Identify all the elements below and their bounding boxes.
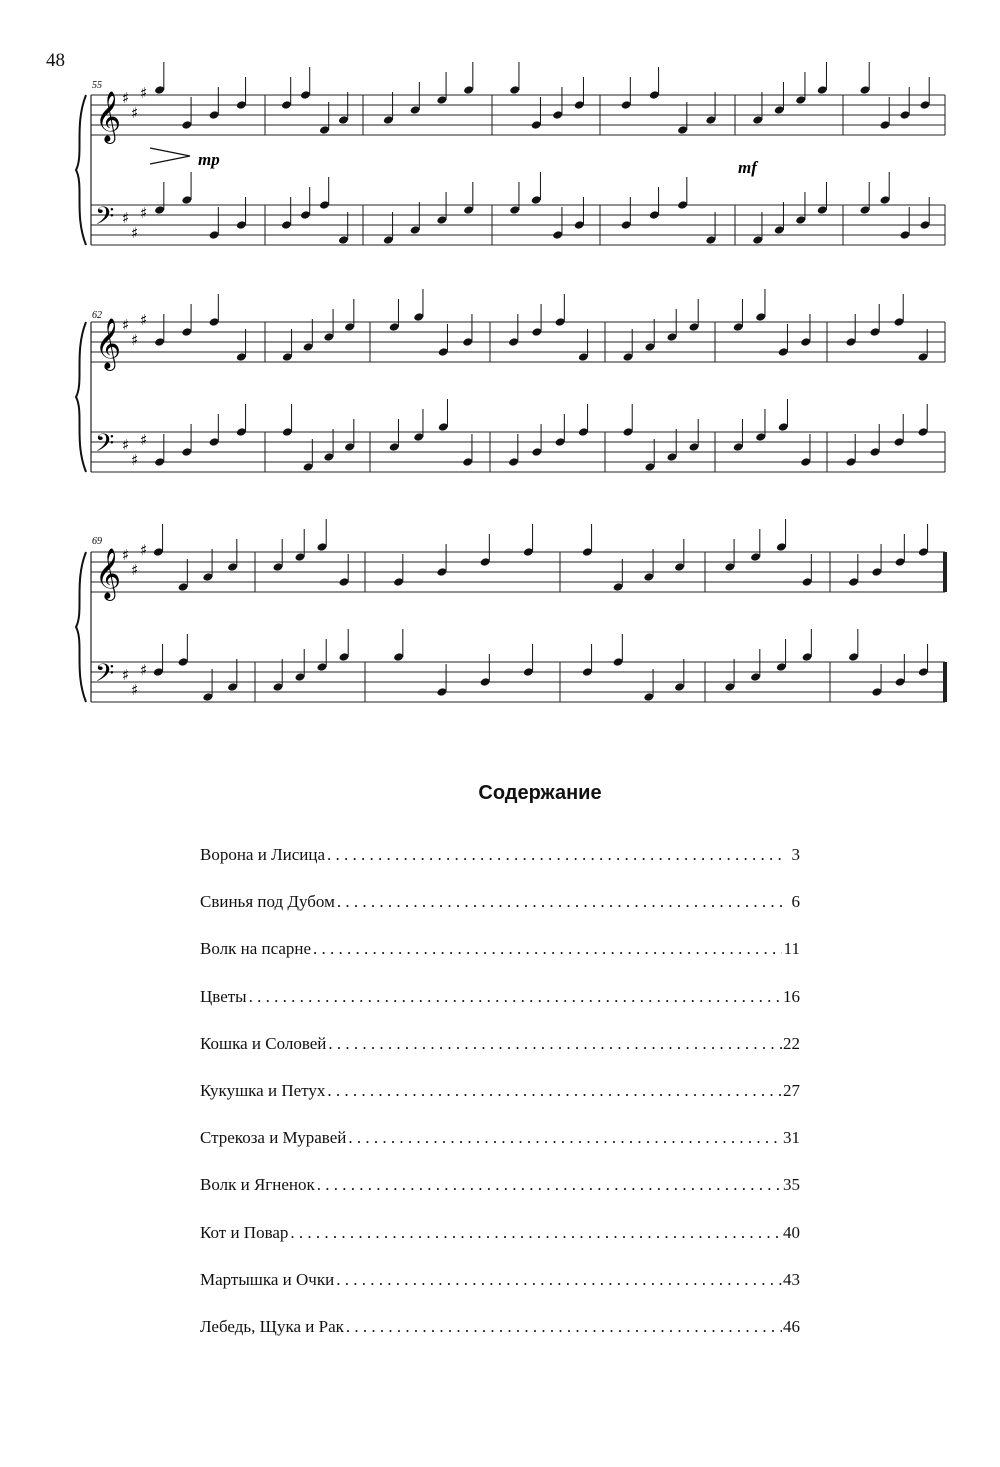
measure-number-system-1: 55	[92, 80, 102, 91]
sharp-icon: ♯	[122, 89, 130, 107]
toc-entry-title: Волк на псарне	[200, 939, 312, 959]
toc-entry-page: 40	[783, 1222, 800, 1242]
measure-number-system-2: 62	[92, 310, 102, 321]
toc-entry[interactable]	[200, 987, 800, 1034]
toc-entry-title: Свинья под Дубом	[200, 892, 335, 912]
dynamic-mf: mf	[738, 158, 757, 177]
toc-entry[interactable]	[200, 939, 800, 986]
sharp-icon: ♯	[140, 541, 148, 559]
page-number: 48	[46, 50, 65, 71]
treble-clef-icon: 𝄞	[95, 318, 122, 369]
toc-entry[interactable]	[200, 892, 800, 939]
sharp-icon: ♯	[131, 561, 139, 579]
toc-leader-dots	[334, 1270, 782, 1290]
brace-icon	[76, 552, 86, 702]
decrescendo-hairpin	[150, 148, 190, 164]
toc-entry-page: 16	[783, 986, 800, 1006]
toc-entry-page: 46	[783, 1316, 800, 1336]
toc-leader-dots	[288, 1223, 782, 1243]
toc-entry-page: 3	[791, 845, 800, 864]
toc-entry-page: 31	[783, 1128, 800, 1148]
toc-entry[interactable]	[200, 1317, 800, 1364]
toc-entry[interactable]	[200, 845, 800, 892]
toc-leader-dots	[325, 1081, 782, 1101]
toc-leader-dots	[325, 845, 782, 865]
toc-entry-page: 6	[791, 892, 800, 912]
toc-entry-title: Мартышка и Очки	[200, 1269, 335, 1289]
bass-clef-icon: 𝄢	[95, 659, 115, 694]
toc-entry[interactable]	[200, 1081, 800, 1128]
sharp-icon: ♯	[122, 436, 130, 454]
toc-entry[interactable]	[200, 1223, 800, 1270]
toc-entry-page: 11	[783, 939, 800, 959]
measure-number-system-3: 69	[92, 536, 102, 547]
sharp-icon: ♯	[131, 331, 139, 349]
sharp-icon: ♯	[122, 666, 130, 684]
toc-entry-title: Лебедь, Щука и Рак	[200, 1316, 344, 1336]
sharp-icon: ♯	[122, 209, 130, 227]
brace-icon	[76, 95, 86, 245]
toc-entry-page: 22	[783, 1033, 800, 1053]
music-system	[76, 519, 945, 702]
toc-entry[interactable]	[200, 1175, 800, 1222]
toc-entry-title: Волк и Ягненок	[200, 1175, 315, 1195]
toc-entry-page: 35	[783, 1175, 800, 1195]
toc-entry-page: 27	[783, 1080, 800, 1100]
toc-entry-title: Кукушка и Петух	[200, 1080, 326, 1100]
sharp-icon: ♯	[140, 204, 148, 222]
bass-clef-icon: 𝄢	[95, 429, 115, 464]
sharp-icon: ♯	[140, 661, 148, 679]
treble-clef-icon: 𝄞	[95, 548, 122, 599]
sharp-icon: ♯	[140, 431, 148, 449]
sharp-icon: ♯	[131, 451, 139, 469]
toc-leader-dots	[335, 892, 782, 912]
sharp-icon: ♯	[131, 104, 139, 122]
toc-entry[interactable]	[200, 1270, 800, 1317]
toc-entry-page: 43	[783, 1269, 800, 1289]
sharp-icon: ♯	[131, 224, 139, 242]
toc-entry-title: Стрекоза и Муравей	[200, 1128, 347, 1148]
toc-leader-dots	[326, 1034, 782, 1054]
brace-icon	[76, 322, 86, 472]
toc-leader-dots	[344, 1317, 782, 1337]
toc-entry-title: Ворона и Лисица	[200, 845, 325, 864]
table-of-contents	[200, 845, 800, 1364]
toc-entry-title: Цветы	[200, 986, 247, 1006]
toc-entry-title: Кот и Повар	[200, 1222, 289, 1242]
toc-leader-dots	[346, 1128, 782, 1148]
toc-entry[interactable]	[200, 1128, 800, 1175]
toc-leader-dots	[247, 987, 782, 1007]
toc-leader-dots	[311, 939, 782, 959]
sharp-icon: ♯	[122, 316, 130, 334]
sharp-icon: ♯	[122, 546, 130, 564]
sharp-icon: ♯	[140, 84, 148, 102]
toc-entry[interactable]	[200, 1034, 800, 1081]
toc-entry-title: Кошка и Соловей	[200, 1033, 327, 1053]
treble-clef-icon: 𝄞	[95, 91, 122, 142]
bass-clef-icon: 𝄢	[95, 202, 115, 237]
sharp-icon: ♯	[131, 681, 139, 699]
music-system	[76, 289, 945, 472]
toc-title: Содержание	[478, 782, 602, 804]
toc-leader-dots	[315, 1175, 782, 1195]
sharp-icon: ♯	[140, 311, 148, 329]
dynamic-mp: mp	[198, 150, 220, 169]
